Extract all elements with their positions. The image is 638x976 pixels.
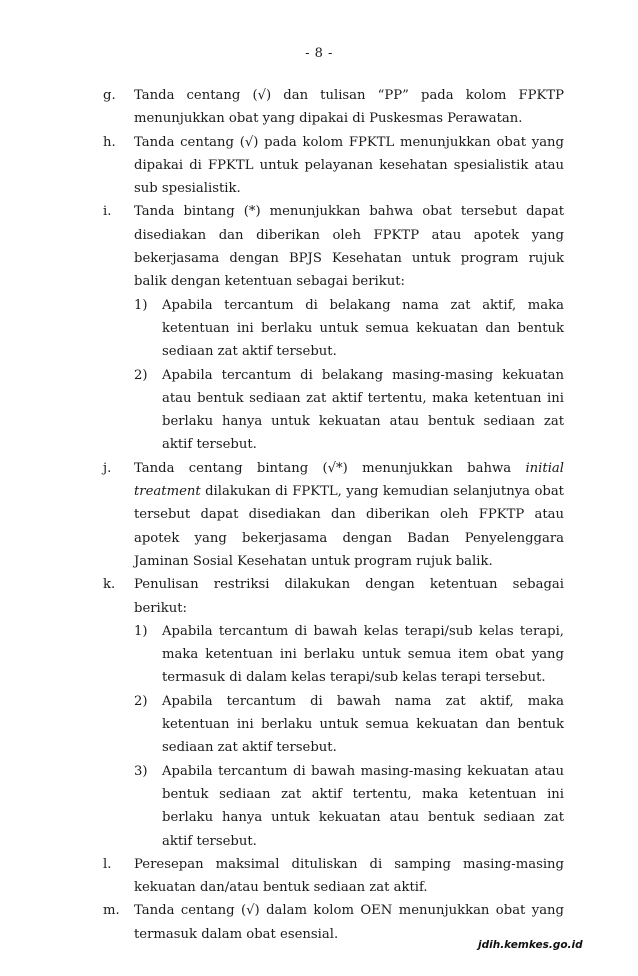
- sub-item: [134, 294, 564, 364]
- list-item-j: [0, 457, 638, 573]
- sub-item-number: 2): [134, 693, 148, 709]
- list-item-i: [0, 200, 638, 293]
- item-text: Tanda centang (√) dalam kolom OEN menunjukkan obat yang termasuk dalam obat esensial.: [134, 903, 564, 942]
- list-item-g: [0, 84, 638, 131]
- item-text: Peresepan maksimal dituliskan di samping masing-masing kekuatan dan/atau bentuk sediaan zat aktif.: [134, 856, 564, 896]
- item-text: [134, 457, 564, 573]
- document-body: [0, 84, 638, 946]
- sub-item-text: Apabila tercantum di bawah masing-masing kekuatan atau bentuk sediaan zat aktif tertentu, maka ketentuan ini berlaku hanya untuk kekuatan atau bentuk sediaan zat aktif tersebut.: [162, 763, 564, 849]
- item-letter: g.: [103, 88, 116, 103]
- sub-item-number: 2): [134, 367, 148, 383]
- sub-item-number: 1): [134, 297, 148, 313]
- item-text: Tanda centang (√) dan tulisan “PP” pada kolom FPKTP menunjukkan obat yang dipakai di Puskesmas Perawatan.: [134, 88, 564, 127]
- sub-item: [134, 364, 564, 457]
- sub-item-text: Apabila tercantum di bawah nama zat aktif, maka ketentuan ini berlaku untuk semua kekuatan dan bentuk sediaan zat aktif tersebut.: [162, 693, 564, 756]
- item-text-part: Tanda centang bintang (√*) menunjukkan bahwa: [134, 460, 526, 476]
- item-text: Tanda bintang (*) menunjukkan bahwa obat tersebut dapat disediakan dan diberikan oleh FPKTP atau apotek yang bekerjasama dengan BPJS Kesehatan untuk program rujuk balik dengan ketentuan sebagai berikut:: [134, 204, 564, 290]
- sub-item-number: 3): [134, 763, 148, 779]
- item-text: Tanda centang (√) pada kolom FPKTL menunjukkan obat yang dipakai di FPKTL untuk pelayanan kesehatan spesialistik atau sub spesialistik.: [134, 134, 564, 197]
- item-letter: l.: [103, 856, 112, 872]
- item-letter: j.: [103, 460, 112, 476]
- sub-item-text: Apabila tercantum di belakang nama zat aktif, maka ketentuan ini berlaku untuk semua kekuatan dan bentuk sediaan zat aktif tersebut.: [162, 297, 564, 360]
- list-item-k: [0, 573, 638, 620]
- item-letter: h.: [103, 134, 116, 150]
- item-letter: m.: [103, 903, 120, 919]
- sub-item: [134, 690, 564, 760]
- sub-item: [134, 620, 564, 690]
- item-letter: k.: [103, 577, 116, 593]
- sub-item-text: Apabila tercantum di bawah kelas terapi/sub kelas terapi, maka ketentuan ini berlaku untuk semua item obat yang termasuk di dalam kelas terapi/sub kelas terapi tersebut.: [162, 623, 564, 686]
- italic-term: initial treatment: [134, 460, 564, 500]
- sub-item-text: Apabila tercantum di belakang masing-masing kekuatan atau bentuk sediaan zat aktif tertentu, maka ketentuan ini berlaku hanya untuk kekuatan atau bentuk sediaan zat aktif tersebut.: [162, 367, 564, 453]
- sub-item: [134, 760, 564, 853]
- item-letter: i.: [103, 204, 112, 220]
- item-text: Penulisan restriksi dilakukan dengan ketentuan sebagai berikut:: [134, 577, 564, 616]
- list-item-h: [0, 131, 638, 201]
- sub-item-number: 1): [134, 623, 148, 639]
- item-text-part: dilakukan di FPKTL, yang kemudian selanjutnya obat tersebut dapat disediakan dan diberikan oleh FPKTP atau apotek yang bekerjasama dengan Badan Penyelenggara Jaminan Sosial Kesehatan untuk program rujuk balik.: [134, 484, 564, 569]
- page-number: - 8 -: [305, 46, 333, 61]
- footer-source-link: jdih.kemkes.go.id: [478, 939, 583, 951]
- list-item-l: [0, 853, 638, 900]
